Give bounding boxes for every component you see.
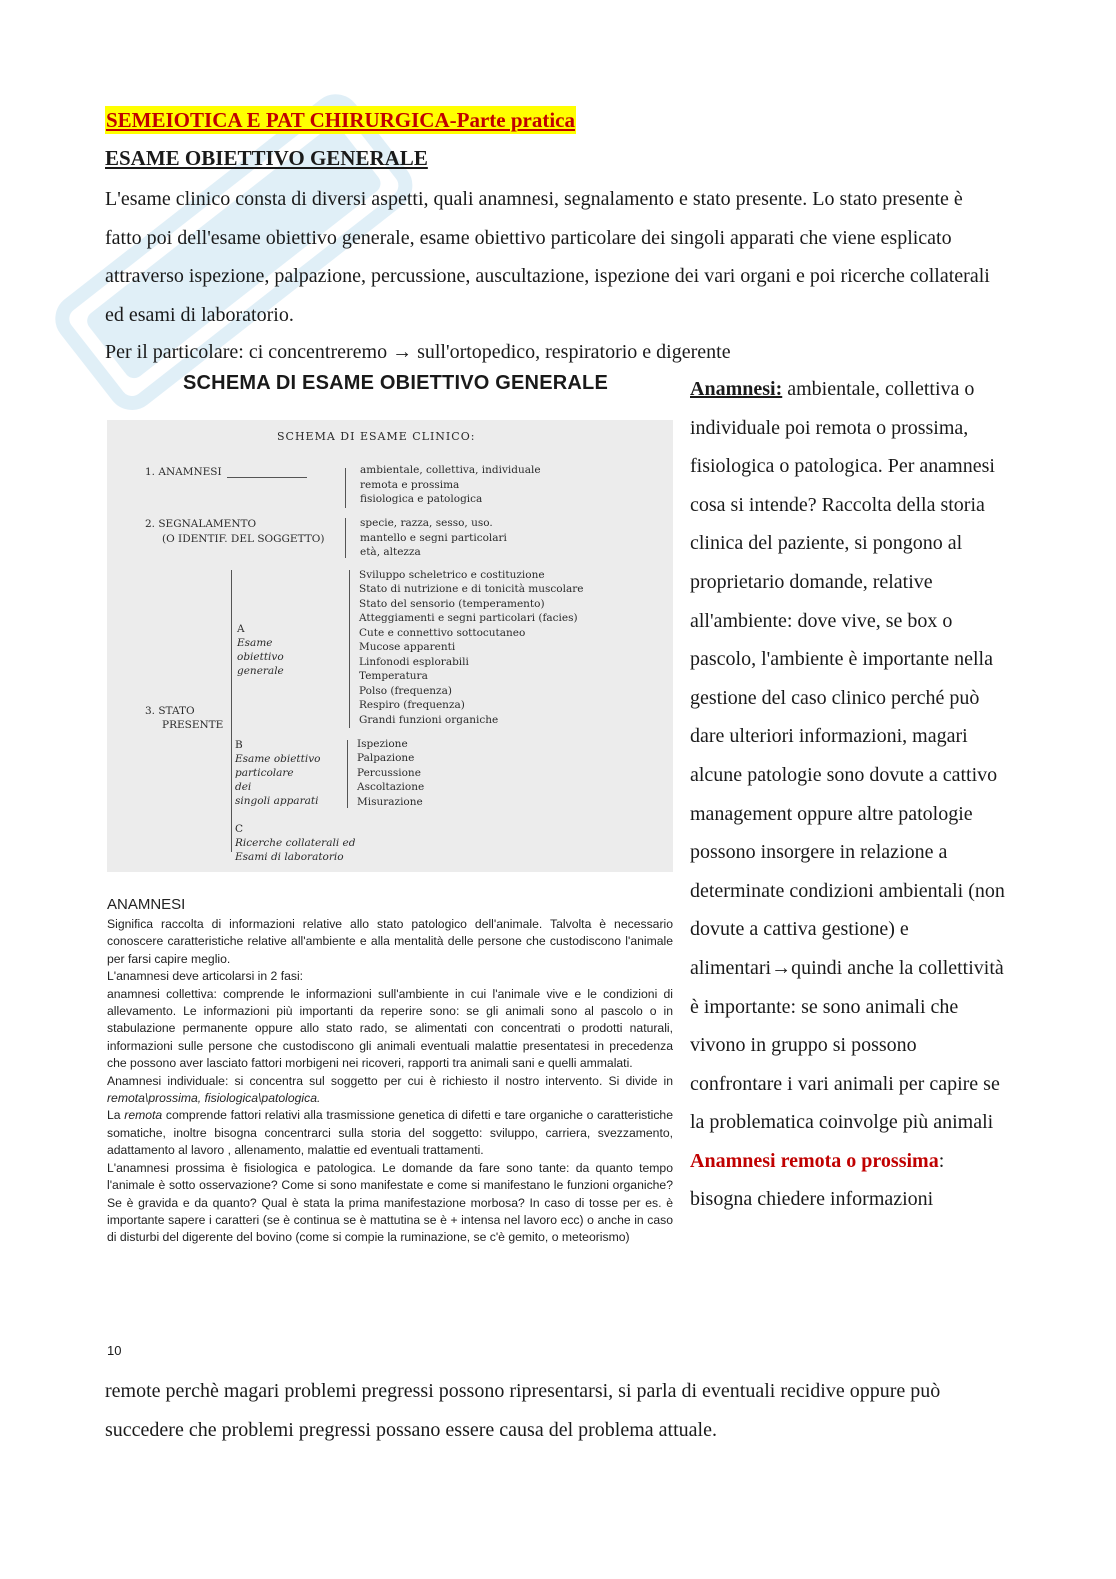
anamnesi-term: Anamnesi: [690,378,783,400]
particolare-line: Per il particolare: ci concentreremo → sull'ortopedico, respiratorio e digerente [105,341,731,363]
bottom-paragraph: remote perchè magari problemi pregressi possono ripresentarsi, si parla di eventuali recidive oppure può succedere che problemi pregressi possano essere causa del problema attuale. [105,1380,941,1441]
schema-heading: SCHEMA DI ESAME OBIETTIVO GENERALE [183,372,608,394]
anamnesi-heading: ANAMNESI [107,896,186,913]
anamnesi-remota-term: Anamnesi remota o prossima [690,1149,939,1172]
arrow-icon: → [771,956,792,979]
s1-label: 1. ANAMNESI [145,466,222,478]
anamnesi-box: ANAMNESI Significa raccolta di informazioni relative allo stato patologico dell'animale. Talvolta è necessario conoscere caratteristiche relative all'ambiente e alla mentalità delle persone che custodiscono l'animale per farsi capire meglio. L'anamnesi deve articolarsi in 2 fasi: anamnesi collettiva: comprende le informazioni sull'ambiente in cui l'animale vive e le condizioni di allevamento. Le informazioni più importanti da reperire sono: se gli animali sono al pascolo o in stabulazione permanente oppure allo stato rado, se alimentati con concentrati o prodotti naturali, informazioni sulle persone che custodiscono gli animali eventuali malattie presentatesi in precedenza che possono aver lasciato fattori morbigeni nei ricoveri, rapporti tra animali sani e quelli ammalati. Anamnesi individuale: si concentra sul soggetto per cui è richiesto il nostro intervento. Si divide in remota\prossima, fisiologica\patologica. La remota comprende fattori relativi alla trasmissione genetica di difetti e tare organiche o caratteristiche somatiche, inoltre bisogna concentrarci sulla storia del soggetto: sviluppo, carriera, svezzamento, adattamento al lavoro , allenamento, malattie ed eventuali trattamenti. L'anamnesi prossima è fisiologica e patologica. Le domande da fare sono tante: da quanto tempo l'animale è sotto osservazione? Come si sono manifestate e come si manifestano le funzioni organiche? Se è gravida e da quanto? Qual è stata la prima manifestazione morbosa? In caso di tosse per es. è importante sapere i caratteri (se è continua se è mattutina se è + intensa nel lavoro ecc) o anche in caso di disturbi del digerente del bovino (come si compie la ruminazione, se c'è gemito, o meteorismo) [107,896,673,1245]
arrow-icon: → [392,341,413,363]
section-heading: ESAME OBIETTIVO GENERALE [105,146,428,170]
document-title: SEMEIOTICA E PAT CHIRURGICA-Parte pratica [106,108,575,132]
s3-label: 3. STATO [145,705,195,717]
schema-scan: SCHEMA DI ESAME CLINICO: 1. ANAMNESI ambientale, collettiva, individuale remota e prossima fisiologica e patologica 2. SEGNALAMENTO (O IDENTIF. DEL SOGGETTO) specie, razza, sesso, uso. mantello e segni particolari età, altezza A Esame obiettivo generale Sviluppo scheletrico e costituzione Stato di nutrizione e di tonicità muscolare Stato del sensorio (temperamento) Atteggiamenti e segni particolari (facies) Cute e connettivo sottocutaneo Mucose apparenti Linfonodi esplorabili Temperatura Polso (frequenza) Respiro (frequenza) Grandi funzioni organiche 3. STATO PRESENTE B Esame obiettivo particolare dei singoli apparati Ispezione Palpazione Percussione Ascoltazione Misurazione C Ricerche collaterali ed Esami di laboratorio [107,420,673,872]
right-column-text: Anamnesi: ambientale, collettiva o individuale poi remota o prossima, fisiologica o patologica. Per anamnesi cosa si intende? Raccolta della storia clinica del paziente, si pongono al proprietario domande, relative all'ambiente: dove vive, se box o pascolo, l'ambiente è importante nella gestione del caso clinico perché può dare ulteriori informazioni, magari alcune patologie sono dovute a cattivo management oppure altre patologie possono insorgere in relazione a determinate condizioni ambientali (non dovute a cattiva gestione) e alimentari→quindi anche la collettività è importante: se sono animali che vivono in gruppo si possono confrontare i vari animali per capire se la problematica coinvolge più animali Anamnesi remota o prossima: bisogna chiedere informazioni [690,378,1005,1211]
page-number: 10 [107,1343,122,1358]
s2-label: 2. SEGNALAMENTO [145,518,257,530]
scan-title: SCHEMA DI ESAME CLINICO: [277,430,476,443]
intro-paragraph: L'esame clinico consta di diversi aspetti, quali anamnesi, segnalamento e stato presente. Lo stato presente è fatto poi dell'esame obiettivo generale, esame obiettivo particolare dei singoli apparati che viene esplicato attraverso ispezione, palpazione, percussione, auscultazione, ispezione dei vari organi e poi ricerche collaterali ed esami di laboratorio. [105,188,990,326]
